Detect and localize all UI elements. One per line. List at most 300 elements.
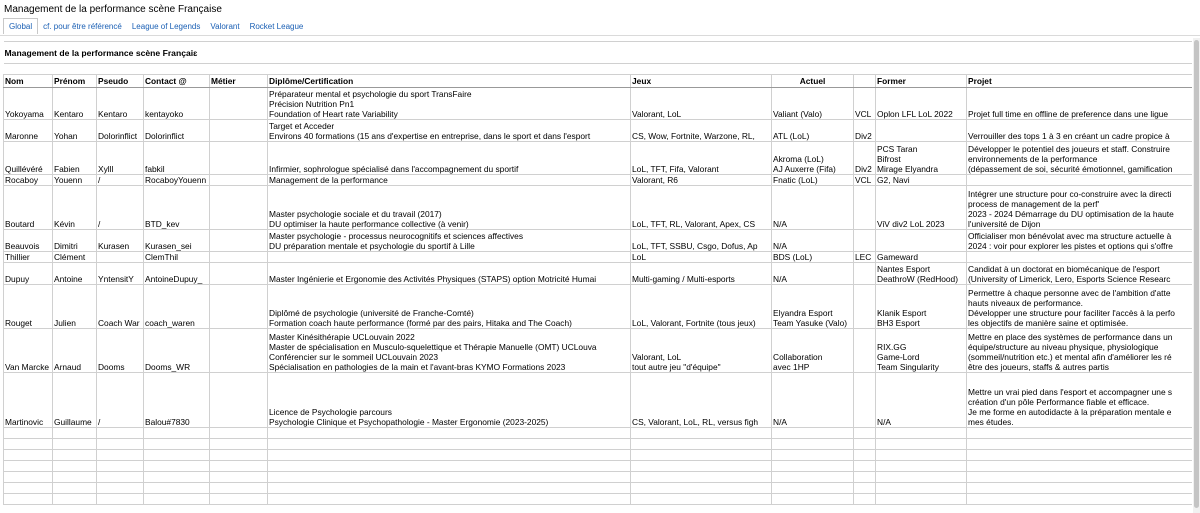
spreadsheet-grid[interactable]	[3, 41, 1192, 513]
cell-former[interactable]: ViV div2 LoL 2023	[876, 186, 967, 230]
cell-line: Développer le potentiel des joueurs et staff. Construire	[968, 144, 1170, 154]
cell-line: Diplômé de psychologie (université de Franche-Comté)	[269, 308, 474, 318]
empty-cell[interactable]	[631, 472, 772, 483]
document-title: Management de la performance scène Française	[4, 4, 222, 15]
cell-prenom[interactable]: Antoine	[53, 263, 97, 285]
cell-pseudo[interactable]: Kentaro	[97, 88, 144, 120]
cell-line: Licence de Psychologie parcours	[269, 407, 392, 417]
empty-cell[interactable]	[4, 494, 53, 505]
cell-line: (dépassement de soi, sécurité émotionnel, gamification	[968, 164, 1173, 174]
spacer-row	[4, 64, 1193, 75]
cell-actuel[interactable]: N/A	[772, 373, 854, 428]
header-jeux[interactable]: Jeux	[631, 75, 772, 88]
empty-row	[4, 494, 1193, 505]
empty-cell[interactable]	[854, 461, 876, 472]
cell-line: Master psychologie sociale et du travail (2017)	[269, 209, 442, 219]
tab-cf-pour-etre-reference[interactable]: cf. pour être référencé	[43, 21, 122, 31]
header-diplome[interactable]: Diplôme/Certification	[268, 75, 631, 88]
header-contact[interactable]: Contact @	[144, 75, 210, 88]
cell-prenom[interactable]: Yohan	[53, 120, 97, 142]
empty-cell[interactable]	[97, 472, 144, 483]
cell-jeux[interactable]: Multi-gaming / Multi-esports	[631, 263, 772, 285]
cell-line: Bifrost	[877, 154, 901, 164]
empty-cell[interactable]	[97, 439, 144, 450]
table-row	[4, 252, 1193, 263]
cell-line: Collaboration	[773, 352, 823, 362]
header-prenom[interactable]: Prénom	[53, 75, 97, 88]
cell-division[interactable]	[854, 263, 876, 285]
cell-line: AJ Auxerre (Fifa)	[773, 164, 836, 174]
cell-nom[interactable]: Maronne	[4, 120, 53, 142]
empty-cell[interactable]	[772, 494, 854, 505]
cell-contact[interactable]: fabkil	[144, 142, 210, 175]
cell-contact[interactable]: Dooms_WR	[144, 329, 210, 373]
cell-jeux[interactable]: LoL, TFT, Fifa, Valorant	[631, 142, 772, 175]
empty-cell[interactable]	[967, 483, 1192, 494]
sheet-title-row	[4, 42, 1193, 64]
cell-line: (sommeil/nutrition etc.) et mental afin d'améliorer les ré	[968, 352, 1172, 362]
empty-cell[interactable]	[4, 450, 53, 461]
empty-cell[interactable]	[144, 472, 210, 483]
cell-line: Game-Lord	[877, 352, 920, 362]
header-actuel[interactable]: Actuel	[772, 75, 854, 88]
empty-cell[interactable]	[854, 483, 876, 494]
cell-actuel[interactable]: BDS (LoL)	[772, 252, 854, 263]
empty-row	[4, 450, 1193, 461]
cell-diplome[interactable]	[268, 373, 631, 428]
cell-division[interactable]: VCL	[854, 88, 876, 120]
cell-contact[interactable]: RocaboyYouenn	[144, 175, 210, 186]
empty-cell[interactable]	[4, 483, 53, 494]
cell-line: Team Singularity	[877, 362, 939, 372]
cell-projet[interactable]: Projet full time en offline de preference dans une ligue	[967, 88, 1192, 120]
empty-cell[interactable]	[210, 461, 268, 472]
cell-metier[interactable]	[210, 230, 268, 252]
cell-former[interactable]	[876, 329, 967, 373]
cell-metier[interactable]	[210, 120, 268, 142]
cell-prenom[interactable]: Guillaume	[53, 373, 97, 428]
cell-contact[interactable]: Kurasen_sei	[144, 230, 210, 252]
empty-cell[interactable]	[967, 428, 1192, 439]
cell-former[interactable]: Gameward	[876, 252, 967, 263]
cell-line: RIX.GG	[877, 342, 907, 352]
empty-cell[interactable]	[854, 428, 876, 439]
cell-contact[interactable]: ClemThil	[144, 252, 210, 263]
empty-cell[interactable]	[53, 428, 97, 439]
cell-jeux[interactable]: CS, Wow, Fortnite, Warzone, RL,	[631, 120, 772, 142]
empty-cell[interactable]	[854, 494, 876, 505]
cell-contact[interactable]: Balou#7830	[144, 373, 210, 428]
empty-cell[interactable]	[772, 439, 854, 450]
cell-former[interactable]: N/A	[876, 373, 967, 428]
cell-metier[interactable]	[210, 88, 268, 120]
cell-line: BH3 Esport	[877, 318, 920, 328]
cell-diplome[interactable]	[268, 329, 631, 373]
cell-pseudo[interactable]: Dolorinflict	[97, 120, 144, 142]
cell-line: Précision Nutrition Pn1	[269, 99, 355, 109]
cell-prenom[interactable]: Dimitri	[53, 230, 97, 252]
sheet-title: Management de la performance scène Françaiɛ	[4, 42, 268, 64]
cell-metier[interactable]	[210, 329, 268, 373]
empty-cell[interactable]	[97, 428, 144, 439]
empty-cell[interactable]	[4, 461, 53, 472]
cell-projet[interactable]	[967, 263, 1192, 285]
tab-rocket-league[interactable]: Rocket League	[249, 21, 304, 31]
cell-former[interactable]	[876, 285, 967, 329]
cell-metier[interactable]	[210, 285, 268, 329]
empty-cell[interactable]	[210, 472, 268, 483]
empty-cell[interactable]	[97, 494, 144, 505]
cell-line: Mettre en place des systèmes de performance dans un	[968, 332, 1173, 342]
empty-cell[interactable]	[876, 494, 967, 505]
table-row	[4, 329, 1193, 373]
cell-line: Target et Acceder	[269, 121, 335, 131]
cell-division[interactable]	[854, 373, 876, 428]
cell-line: tout autre jeu "d'équipe"	[632, 362, 721, 372]
cell-line: Officialiser mon bénévolat avec ma structure actuelle à	[968, 231, 1172, 241]
empty-cell[interactable]	[268, 428, 631, 439]
cell-former[interactable]	[876, 230, 967, 252]
cell-line: Préparateur mental et psychologie du sport TransFaire	[269, 89, 472, 99]
empty-cell[interactable]	[772, 428, 854, 439]
empty-cell[interactable]	[631, 428, 772, 439]
cell-projet[interactable]	[967, 373, 1192, 428]
cell-projet[interactable]	[967, 175, 1192, 186]
empty-cell[interactable]	[53, 450, 97, 461]
cell-division[interactable]	[854, 329, 876, 373]
cell-prenom[interactable]: Arnaud	[53, 329, 97, 373]
empty-cell[interactable]	[97, 483, 144, 494]
table-row	[4, 142, 1193, 175]
table-row	[4, 285, 1193, 329]
cell-diplome[interactable]	[268, 186, 631, 230]
empty-row	[4, 483, 1193, 494]
empty-cell[interactable]	[876, 461, 967, 472]
cell-line: Akroma (LoL)	[773, 154, 824, 164]
cell-metier[interactable]	[210, 373, 268, 428]
empty-cell[interactable]	[772, 472, 854, 483]
cell-line: Permettre à chaque personne avec de l'ambition d'atte	[968, 288, 1171, 298]
cell-prenom[interactable]: Julien	[53, 285, 97, 329]
empty-cell[interactable]	[967, 472, 1192, 483]
cell-actuel[interactable]: ATL (LoL)	[772, 120, 854, 142]
cell-pseudo[interactable]: /	[97, 186, 144, 230]
scrollbar-thumb[interactable]	[1194, 40, 1199, 508]
empty-cell[interactable]	[876, 428, 967, 439]
empty-cell[interactable]	[144, 439, 210, 450]
cell-projet[interactable]	[967, 230, 1192, 252]
cell-line: Je me forme en autodidacte à la préparation mentale e	[968, 407, 1172, 417]
cell-projet[interactable]: Verrouiller des tops 1 à 3 en créant un cadre propice à	[967, 120, 1192, 142]
cell-projet[interactable]	[967, 186, 1192, 230]
empty-cell[interactable]	[967, 494, 1192, 505]
empty-cell[interactable]	[144, 461, 210, 472]
cell-pseudo[interactable]: /	[97, 373, 144, 428]
cell-pseudo[interactable]: YntensitY	[97, 263, 144, 285]
table-row	[4, 120, 1193, 142]
empty-cell[interactable]	[854, 450, 876, 461]
empty-cell[interactable]	[268, 472, 631, 483]
cell-line: l'université de Dijon	[968, 219, 1041, 229]
empty-cell[interactable]	[53, 461, 97, 472]
cell-prenom[interactable]: Clément	[53, 252, 97, 263]
cell-jeux[interactable]	[631, 329, 772, 373]
cell-line: 2023 - 2024 Démarrage du DU optimisation de la haute	[968, 209, 1174, 219]
empty-cell[interactable]	[210, 494, 268, 505]
cell-line: Environs 40 formations (15 ans d'expertise en entreprise, dans le sport et dans l'esport	[269, 131, 591, 141]
table-row	[4, 230, 1193, 252]
empty-cell[interactable]	[967, 439, 1192, 450]
table-row	[4, 186, 1193, 230]
cell-contact[interactable]: BTD_kev	[144, 186, 210, 230]
cell-line: Elyandra Esport	[773, 308, 833, 318]
empty-cell[interactable]	[268, 494, 631, 505]
cell-line: Psychologie Clinique et Psychopathologie - Master Ergonomie (2023-2025)	[269, 417, 549, 427]
cell-line: hauts niveaux de performance.	[968, 298, 1084, 308]
cell-line: être des joueurs, staffs & autres partis	[968, 362, 1109, 372]
cell-metier[interactable]	[210, 142, 268, 175]
table-row	[4, 373, 1193, 428]
empty-cell[interactable]	[53, 494, 97, 505]
cell-prenom[interactable]: Kentaro	[53, 88, 97, 120]
cell-nom[interactable]: Thillier	[4, 252, 53, 263]
cell-division[interactable]: Div2	[854, 120, 876, 142]
cell-line: équipe/structure au niveau physique, physiologique	[968, 342, 1159, 352]
cell-division[interactable]: LEC	[854, 252, 876, 263]
empty-cell[interactable]	[53, 439, 97, 450]
cell-diplome[interactable]	[268, 88, 631, 120]
cell-line: les objectifs de manière saine et optimisée.	[968, 318, 1129, 328]
cell-projet[interactable]	[967, 252, 1192, 263]
cell-actuel[interactable]: N/A	[772, 230, 854, 252]
cell-nom[interactable]: Boutard	[4, 186, 53, 230]
cell-line: (University of Limerick, Lero, Esports Science Researc	[968, 274, 1171, 284]
cell-actuel[interactable]	[772, 285, 854, 329]
cell-line: Valorant, LoL	[632, 352, 682, 362]
cell-pseudo[interactable]: /	[97, 175, 144, 186]
cell-line: Master Kinésithérapie UCLouvain 2022	[269, 332, 415, 342]
empty-cell[interactable]	[144, 494, 210, 505]
table-row	[4, 175, 1193, 186]
tab-divider	[0, 35, 1200, 36]
tab-valorant[interactable]: Valorant	[210, 21, 240, 31]
header-metier[interactable]: Métier	[210, 75, 268, 88]
cell-projet[interactable]	[967, 142, 1192, 175]
cell-line: Nantes Esport	[877, 264, 931, 274]
cell-contact[interactable]: kentayoko	[144, 88, 210, 120]
empty-cell[interactable]	[631, 483, 772, 494]
cell-line: création d'un pôle Performance fiable et efficace.	[968, 397, 1150, 407]
cell-division[interactable]: VCL	[854, 175, 876, 186]
cell-diplome[interactable]	[268, 252, 631, 263]
empty-cell[interactable]	[210, 483, 268, 494]
cell-jeux[interactable]: Valorant, LoL	[631, 88, 772, 120]
cell-actuel[interactable]	[772, 329, 854, 373]
cell-projet[interactable]	[967, 329, 1192, 373]
header-division[interactable]	[854, 75, 876, 88]
empty-cell[interactable]	[631, 450, 772, 461]
cell-diplome[interactable]	[268, 285, 631, 329]
cell-pseudo[interactable]: Xylll	[97, 142, 144, 175]
empty-cell[interactable]	[967, 461, 1192, 472]
cell-diplome[interactable]	[268, 120, 631, 142]
cell-metier[interactable]	[210, 252, 268, 263]
cell-line: environnements de la performance	[968, 154, 1098, 164]
cell-metier[interactable]	[210, 263, 268, 285]
cell-line: Master psychologie - processus neurocognitifs et sciences affectives	[269, 231, 524, 241]
cell-former[interactable]: Oplon LFL LoL 2022	[876, 88, 967, 120]
cell-line: Mettre un vrai pied dans l'esport et accompagner une s	[968, 387, 1173, 397]
cell-line: DeathroW (RedHood)	[877, 274, 959, 284]
empty-cell[interactable]	[772, 483, 854, 494]
empty-cell[interactable]	[4, 428, 53, 439]
cell-line: avec 1HP	[773, 362, 810, 372]
cell-line: PCS Taran	[877, 144, 918, 154]
empty-row	[4, 461, 1193, 472]
empty-cell[interactable]	[4, 439, 53, 450]
cell-line: Foundation of Heart rate Variability	[269, 109, 398, 119]
cell-pseudo[interactable]: Dooms	[97, 329, 144, 373]
empty-cell[interactable]	[97, 461, 144, 472]
cell-actuel[interactable]: Fnatic (LoL)	[772, 175, 854, 186]
cell-former[interactable]: G2, Navi	[876, 175, 967, 186]
cell-line: Klanik Esport	[877, 308, 927, 318]
cell-line: 2024 : voir pour explorer les pistes et options qui s'offre	[968, 241, 1173, 251]
cell-prenom[interactable]: Youenn	[53, 175, 97, 186]
cell-line: process de management de la perf'	[968, 199, 1100, 209]
cell-pseudo[interactable]	[97, 252, 144, 263]
empty-cell[interactable]	[631, 439, 772, 450]
cell-pseudo[interactable]: Coach War	[97, 285, 144, 329]
cell-actuel[interactable]	[772, 142, 854, 175]
cell-former[interactable]	[876, 142, 967, 175]
cell-actuel[interactable]: N/A	[772, 263, 854, 285]
empty-cell[interactable]	[144, 450, 210, 461]
cell-contact[interactable]: coach_waren	[144, 285, 210, 329]
cell-nom[interactable]: Quillévéré	[4, 142, 53, 175]
cell-former[interactable]	[876, 120, 967, 142]
empty-cell[interactable]	[144, 428, 210, 439]
cell-metier[interactable]	[210, 175, 268, 186]
cell-diplome[interactable]: Master Ingénierie et Ergonomie des Activités Physiques (STAPS) option Motricité Humai	[268, 263, 631, 285]
header-pseudo[interactable]: Pseudo	[97, 75, 144, 88]
cell-line: DU optimiser la haute performance collective (à venir)	[269, 219, 469, 229]
cell-line: Mirage Elyandra	[877, 164, 938, 174]
cell-line: Conférencier sur le sommeil UCLouvain 2023	[269, 352, 438, 362]
empty-row	[4, 428, 1193, 439]
empty-cell[interactable]	[967, 450, 1192, 461]
cell-line: DU préparation mentale et psychologie du sportif à Lille	[269, 241, 475, 251]
empty-cell[interactable]	[876, 450, 967, 461]
cell-diplome[interactable]	[268, 230, 631, 252]
header-row	[4, 75, 1193, 88]
cell-contact[interactable]: AntoineDupuy_	[144, 263, 210, 285]
cell-jeux[interactable]: LoL, Valorant, Fortnite (tous jeux)	[631, 285, 772, 329]
cell-line: mes études.	[968, 417, 1014, 427]
empty-cell[interactable]	[854, 472, 876, 483]
cell-division[interactable]	[854, 230, 876, 252]
empty-cell[interactable]	[876, 483, 967, 494]
cell-nom[interactable]: Yokoyama	[4, 88, 53, 120]
empty-row	[4, 472, 1193, 483]
empty-cell[interactable]	[268, 450, 631, 461]
cell-nom[interactable]: Martinovic	[4, 373, 53, 428]
vertical-scrollbar[interactable]	[1193, 38, 1200, 513]
cell-former[interactable]	[876, 263, 967, 285]
empty-cell[interactable]	[144, 483, 210, 494]
empty-cell[interactable]	[772, 461, 854, 472]
empty-cell[interactable]	[4, 472, 53, 483]
empty-cell[interactable]	[268, 461, 631, 472]
cell-metier[interactable]	[210, 186, 268, 230]
empty-cell[interactable]	[210, 428, 268, 439]
cell-division[interactable]: Div2	[854, 142, 876, 175]
empty-cell[interactable]	[210, 450, 268, 461]
data-table	[3, 41, 1192, 505]
header-former[interactable]: Former	[876, 75, 967, 88]
cell-line: Spécialisation en pathologies de la main et l'avant-bras KYMO Formations 2023	[269, 362, 566, 372]
cell-division[interactable]	[854, 186, 876, 230]
cell-prenom[interactable]: Fabien	[53, 142, 97, 175]
empty-cell[interactable]	[210, 439, 268, 450]
cell-nom[interactable]: Dupuy	[4, 263, 53, 285]
cell-jeux[interactable]: LoL, TFT, SSBU, Csgo, Dofus, Ap	[631, 230, 772, 252]
tab-league-of-legends[interactable]: League of Legends	[131, 21, 201, 31]
empty-cell[interactable]	[53, 483, 97, 494]
cell-nom[interactable]: Rocaboy	[4, 175, 53, 186]
header-nom[interactable]: Nom	[4, 75, 53, 88]
cell-division[interactable]	[854, 285, 876, 329]
cell-line: Développer une structure pour faciliter l'accès à la perfo	[968, 308, 1175, 318]
empty-cell[interactable]	[772, 450, 854, 461]
cell-nom[interactable]: Van Marcke	[4, 329, 53, 373]
cell-diplome[interactable]: Management de la performance	[268, 175, 631, 186]
cell-jeux[interactable]: LoL	[631, 252, 772, 263]
empty-cell[interactable]	[854, 439, 876, 450]
empty-row	[4, 439, 1193, 450]
cell-jeux[interactable]: LoL, TFT, RL, Valorant, Apex, CS	[631, 186, 772, 230]
empty-cell[interactable]	[97, 450, 144, 461]
sheet-tabs	[3, 18, 308, 34]
cell-line: Intégrer une structure pour co-construire avec la directi	[968, 189, 1172, 199]
cell-line: Candidat à un doctorat en biomécanique de l'esport	[968, 264, 1160, 274]
cell-jeux[interactable]: CS, Valorant, LoL, RL, versus figh	[631, 373, 772, 428]
empty-cell[interactable]	[53, 472, 97, 483]
cell-prenom[interactable]: Kévin	[53, 186, 97, 230]
empty-cell[interactable]	[268, 483, 631, 494]
empty-cell[interactable]	[268, 439, 631, 450]
cell-nom[interactable]: Rouget	[4, 285, 53, 329]
cell-actuel[interactable]: N/A	[772, 186, 854, 230]
cell-projet[interactable]	[967, 285, 1192, 329]
cell-nom[interactable]: Beauvois	[4, 230, 53, 252]
cell-diplome[interactable]: Infirmier, sophrologue spécialisé dans l'accompagnement du sportif	[268, 142, 631, 175]
cell-pseudo[interactable]: Kurasen	[97, 230, 144, 252]
empty-cell[interactable]	[631, 494, 772, 505]
cell-contact[interactable]: Dolorinflict	[144, 120, 210, 142]
cell-jeux[interactable]: Valorant, R6	[631, 175, 772, 186]
table-row	[4, 88, 1193, 120]
cell-line: Master de spécialisation en Musculo-squelettique et Thérapie Manuelle (OMT) UCLouva	[269, 342, 597, 352]
tab-global[interactable]: Global	[3, 18, 38, 34]
cell-line: Formation coach haute performance (formé par des pairs, Hitaka and The Coach)	[269, 318, 572, 328]
table-row	[4, 263, 1193, 285]
empty-cell[interactable]	[876, 472, 967, 483]
empty-cell[interactable]	[631, 461, 772, 472]
cell-actuel[interactable]: Valiant (Valo)	[772, 88, 854, 120]
empty-cell[interactable]	[876, 439, 967, 450]
header-projet[interactable]: Projet	[967, 75, 1192, 88]
